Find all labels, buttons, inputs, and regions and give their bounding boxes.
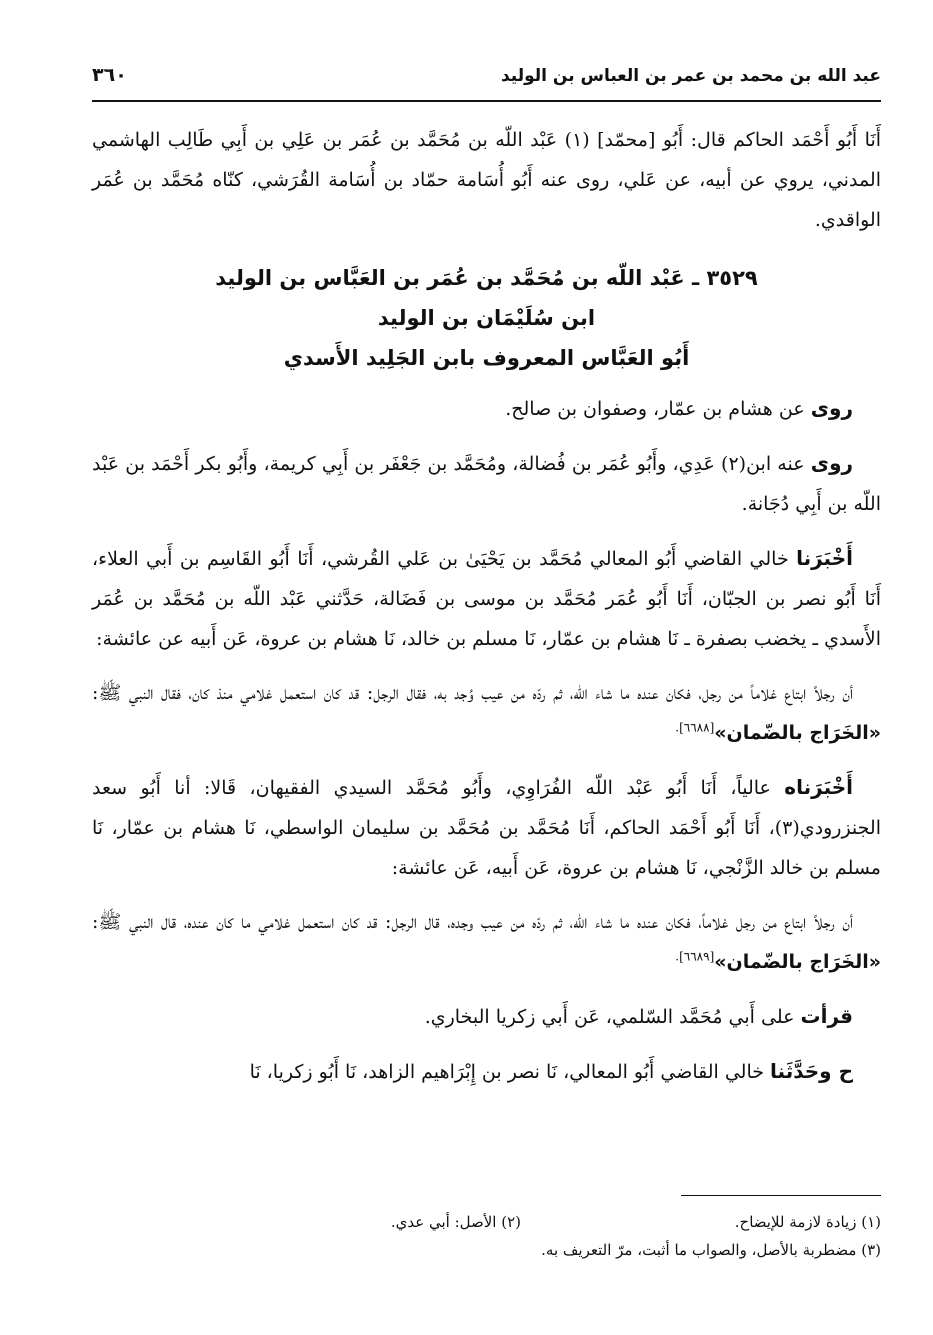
keyword: أَخْبَرَنا <box>796 546 853 570</box>
footnote-2: (٢) الأصل: أبي عدي. <box>390 1213 521 1231</box>
keyword: أَخْبَرَناه <box>784 775 853 799</box>
entry-heading-line-1: ٣٥٢٩ ـ عَبْد اللّه بن مُحَمَّد بن عُمَر بن العَبَّاس بن الوليد <box>215 266 758 290</box>
keyword: روى <box>810 451 854 475</box>
footnote-3: (٣) مضطربة بالأصل، والصواب ما أثبت، مرّ التعريف به. <box>541 1241 881 1259</box>
hadith-text-2 <box>92 902 881 982</box>
footnote-1: (١) زيادة لازمة للإيضاح. <box>734 1213 881 1231</box>
main-text <box>92 120 881 1106</box>
paragraph-text: أن رجلاً ابتاع من رجل غلاماً، فكان عنده ما شاء الله، ثم ردّه من عيب وجده، قال الرجل: قد كان استعمل غلامي ما كان عنده، قال النبي ﷺ: <box>92 911 853 933</box>
paragraph-text: خالي القاضي أَبُو المعالي مُحَمَّد بن يَحْيَىٰ بن عَلي القُرشي، أَنَا أَبُو القَاسِم بن أَبي العلاء، أَنَا أَبُو نصر بن الجبّان، أَنَا أَبُو عُمَر مُحَمَّد بن موسى بن فَضَالة، حَدَّثني عَبْد اللّه بن مُحَمَّد بن عُمَر الأَسدي ـ يخضب بصفرة ـ نَا هشام بن عمّار، نَا مسلم بن خالد، نَا هشام بن عروة، عَن أَبيه عن عائشة: <box>92 548 881 650</box>
paragraph-text: أن رجلاً ابتاع غلاماً من رجل، فكان عنده ما شاء الله، ثم ردّه من عيب وُجد به، فقال الرجل: قد كان استعمل غلامي منذ كان، فقال النبي ﷺ: <box>92 682 853 704</box>
running-title: عبد الله بن محمد بن عمر بن العباس بن الوليد <box>500 66 881 86</box>
hadith-number: [٦٦٨٩]. <box>675 949 715 964</box>
isnad-paragraph-2 <box>92 767 881 888</box>
paragraph-text: عن هشام بن عمّار، وصفوان بن صالح. <box>505 398 811 420</box>
paragraph-text: خالي القاضي أَبُو المعالي، نَا نصر بن إِبْرَاهيم الزاهد، نَا أَبُو زكريا، نَا <box>249 1061 771 1083</box>
paragraph-text: عنه ابن(٢) عَدِي، وأَبُو عُمَر بن فُضالة، ومُحَمَّد بن جَعْفَر بن أَبِي كريمة، وأَبُو بكر أَحْمَد بن عَبْد اللّه بن أَبِي دُجَانة. <box>92 453 881 515</box>
isnad-paragraph-3 <box>92 1051 881 1092</box>
keyword: روى <box>810 396 853 420</box>
entry-heading <box>92 258 881 378</box>
entry-heading-line-3: أَبُو العَبَّاس المعروف بابن الجَلِيد الأَسدي <box>283 346 690 370</box>
keyword: ح وحَدَّثَنا <box>770 1059 853 1083</box>
entry-heading-line-2: ابن سُلَيْمَان بن الوليد <box>377 306 596 330</box>
keyword: قرأت <box>800 1004 853 1028</box>
hadith-quote: «الخَرَاج بالضّمان» <box>714 951 881 973</box>
footnotes <box>92 1208 881 1264</box>
isnad-paragraph-1 <box>92 538 881 659</box>
narrated-by-paragraph <box>92 443 881 524</box>
narrated-from-paragraph <box>92 388 881 429</box>
paragraph-text: عالياً، أَنَا أَبُو عَبْد اللّه الفُرَاوِي، وأَبُو مُحَمَّد السيدي الفقيهان، قَالا: أنا أَبُو سعد الجنزرودي(٣)، أَنَا أَبُو أَحْمَد الحاكم، أَنَا مُحَمَّد بن مُحَمَّد بن سليمان الواسطي، نَا هشام بن عمّار، نَا مسلم بن خالد الزَّنْجي، نَا هشام بن عروة، عَن أَبيه، عَن عائشة: <box>92 777 881 879</box>
hadith-quote: «الخَرَاج بالضّمان» <box>714 722 881 744</box>
paragraph-text: على أَبي مُحَمَّد السّلمي، عَن أَبي زكريا البخاري. <box>424 1006 801 1028</box>
hadith-text-1 <box>92 673 881 753</box>
footnote-row <box>92 1236 881 1264</box>
hadith-number: [٦٦٨٨]. <box>675 720 715 735</box>
opening-paragraph: أَنَا أَبُو أَحْمَد الحاكم قال: أَبُو [محمّد] (١) عَبْد اللّه بن مُحَمَّد بن عُمَر بن عَلِي بن أَبِي طَالِب الهاشمي المدني، يروي عن أبيه، عن عَلي، روى عنه أَبُو أُسَامة حمّاد بن أُسَامة القُرَشي، كنّاه مُحَمَّد بن عُمَر الواقدي. <box>92 129 882 231</box>
reading-paragraph <box>92 996 881 1037</box>
footnote-divider <box>681 1195 881 1196</box>
page-number: ٣٦٠ <box>92 64 127 86</box>
footnote-row <box>92 1208 881 1236</box>
page-header <box>92 60 881 102</box>
